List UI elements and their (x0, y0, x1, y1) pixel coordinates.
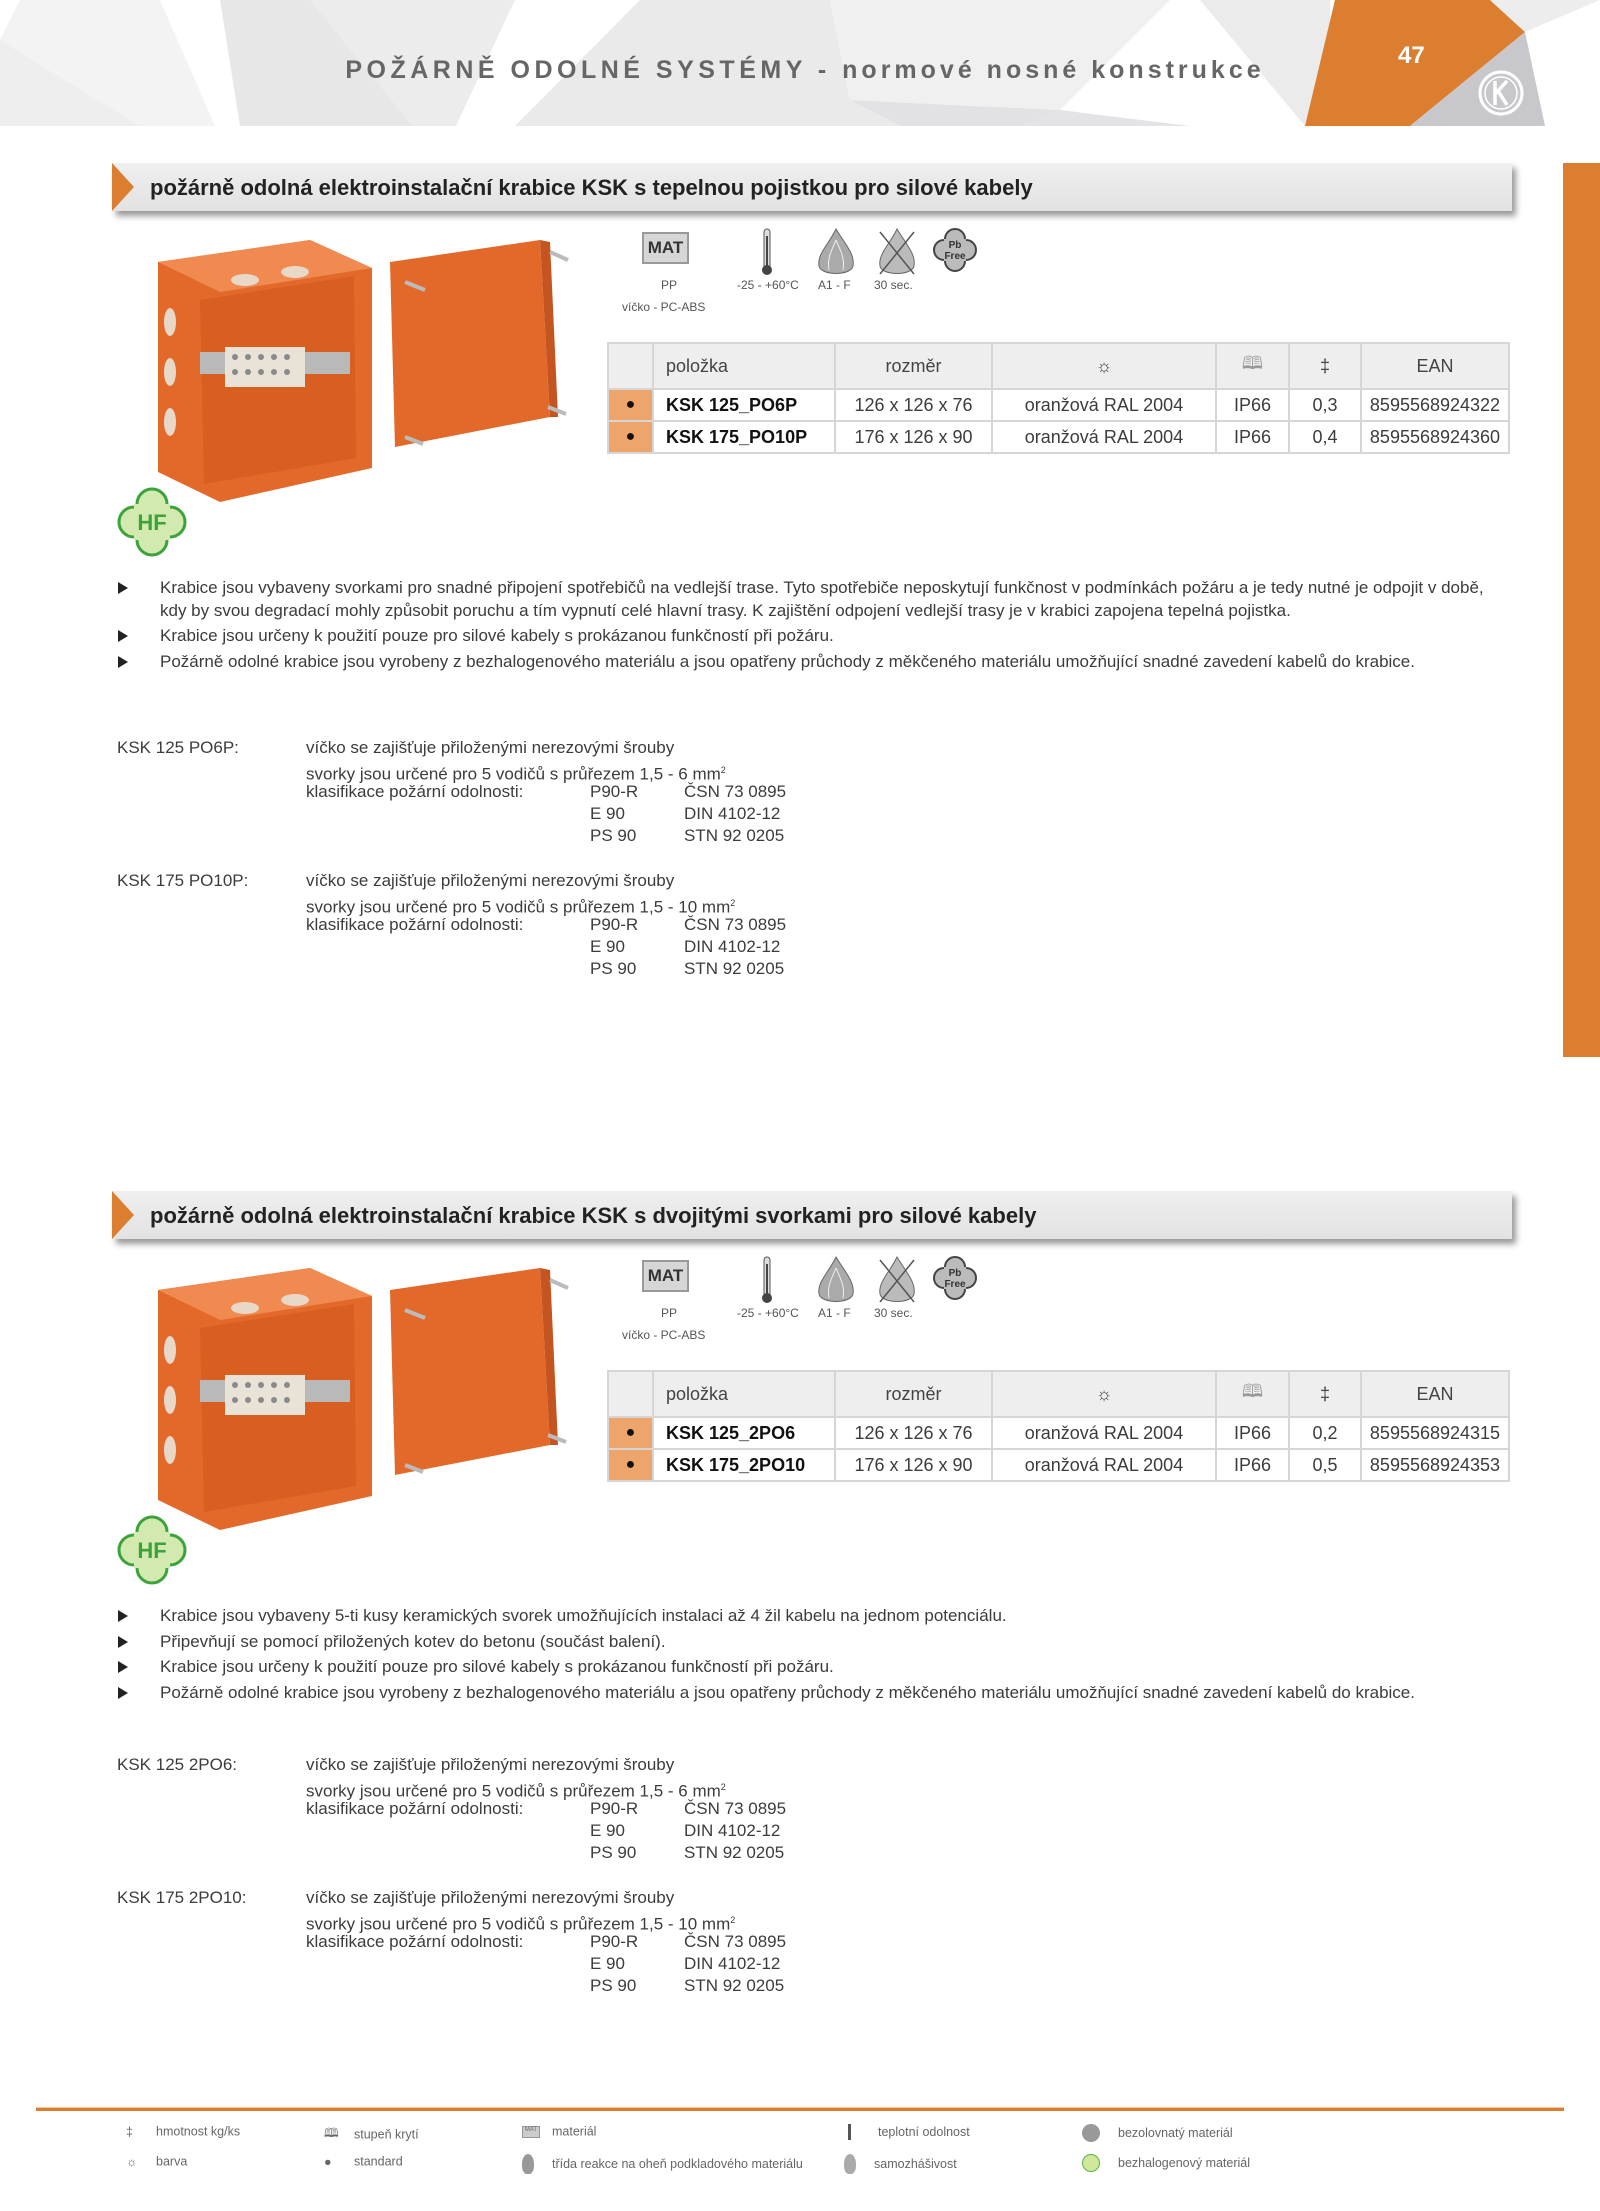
classification-row (117, 1820, 917, 1842)
spec-block (117, 737, 917, 847)
svg-text:Free: Free (944, 1279, 966, 1290)
self-ext-label: 30 sec. (874, 278, 913, 292)
weight-icon: ‡ (1289, 1371, 1361, 1417)
list-item-text: Krabice jsou určeny k použití pouze pro silové kabely s prokázanou funkčností při požáru. (160, 626, 834, 645)
cell-item: KSK 125_2PO6 (653, 1417, 835, 1449)
mat-icon: MAT (522, 2126, 540, 2138)
legend-ip (324, 2124, 419, 2145)
class-code: P90-R (590, 782, 639, 801)
legend-temperature (848, 2124, 970, 2140)
sun-icon: ☼ (126, 2154, 138, 2169)
class-standard: DIN 4102-12 (684, 1954, 781, 1973)
self-extinguishing-icon (876, 228, 918, 278)
header-ean: EAN (1361, 1371, 1509, 1417)
legend-label: teplotní odolnost (878, 2125, 970, 2139)
classification-row (117, 1842, 917, 1864)
class-label: klasifikace požární odolnosti: (306, 1932, 524, 1951)
spec-label: KSK 175 PO10P: (117, 871, 249, 890)
spec-terminals-text: svorky jsou určené pro 5 vodičů s průřezem 1,5 - 6 mm (306, 764, 721, 784)
table-header (608, 1371, 1509, 1417)
spec-terminals-text: svorky jsou určené pro 5 vodičů s průřezem 1,5 - 6 mm (306, 1781, 721, 1801)
list-item-text: Krabice jsou určeny k použití pouze pro silové kabely s prokázanou funkčností při požáru. (160, 1657, 834, 1676)
classification-row (117, 781, 917, 803)
pb-free-icon (933, 228, 977, 272)
list-item (118, 1656, 1498, 1679)
svg-text:Pb: Pb (948, 1268, 962, 1279)
dot-icon: ● (324, 2154, 332, 2169)
legend-self-ext (844, 2154, 957, 2174)
bullet-arrow-icon (118, 1661, 128, 1673)
banner-arrow-icon (112, 163, 134, 211)
legend-label: standard (354, 2154, 403, 2169)
hf-badge-icon (116, 486, 188, 558)
header-size: rozměr (835, 343, 992, 389)
class-code: E 90 (590, 937, 625, 956)
legend-color (126, 2154, 187, 2169)
pb-free-icon (933, 1256, 977, 1300)
cell-ip: IP66 (1216, 421, 1289, 453)
class-standard: ČSN 73 0895 (684, 1799, 787, 1818)
class-code: PS 90 (590, 826, 637, 845)
class-label: klasifikace požární odolnosti: (306, 782, 524, 801)
banner-arrow-icon (112, 1191, 134, 1239)
svg-text:Pb: Pb (948, 240, 962, 251)
cell-item: KSK 125_PO6P (653, 389, 835, 421)
legend-standard (324, 2154, 403, 2169)
class-standard: STN 92 0205 (684, 959, 785, 978)
legend-label: samozhášivost (874, 2157, 957, 2171)
spec-terminals-text: svorky jsou určené pro 5 vodičů s průřezem 1,5 - 10 mm (306, 897, 731, 917)
flame-icon (815, 1256, 857, 1306)
brand-logo-icon (1476, 68, 1526, 118)
product-table (607, 1370, 1510, 1482)
superscript: 2 (720, 765, 726, 775)
legend-pb-free (1082, 2124, 1233, 2142)
page-title (300, 56, 1310, 85)
title-main: POŽÁRNĚ ODOLNÉ SYSTÉMY (345, 56, 807, 84)
class-standard: ČSN 73 0895 (684, 915, 787, 934)
class-code: PS 90 (590, 959, 637, 978)
class-standard: STN 92 0205 (684, 826, 785, 845)
cell-size: 126 x 126 x 76 (835, 389, 992, 421)
title-separator: - (806, 56, 843, 84)
legend-label: barva (156, 2154, 188, 2169)
product-image (140, 1250, 590, 1540)
bullet-arrow-icon (118, 1610, 128, 1622)
header-item: položka (653, 343, 835, 389)
header-ean: EAN (1361, 343, 1509, 389)
list-item-text: Krabice jsou vybaveny 5-ti kusy keramických svorek umožňujících instalaci až 4 žil kabelu na jednom potenciálu. (160, 1606, 1007, 1625)
class-label: klasifikace požární odolnosti: (306, 915, 524, 934)
standard-dot-icon: ● (608, 421, 653, 453)
page-number: 47 (1398, 42, 1425, 69)
section-banner (112, 1191, 1512, 1239)
classification-row (117, 936, 917, 958)
mat-icon: MAT (642, 232, 689, 264)
legend-label: materiál (552, 2124, 597, 2139)
thermometer-icon (760, 1256, 774, 1304)
svg-text:Free: Free (944, 251, 966, 262)
hf-label: HF (137, 1538, 167, 1563)
table-row (608, 1449, 1509, 1481)
class-code: PS 90 (590, 1843, 637, 1862)
spec-lid: víčko se zajišťuje přiloženými nerezovými šrouby (306, 738, 675, 757)
legend-fire-class (522, 2154, 803, 2174)
legend-weight (126, 2124, 240, 2139)
bullet-arrow-icon (118, 1636, 128, 1648)
bullet-arrow-icon (118, 656, 128, 668)
cell-color: oranžová RAL 2004 (992, 1449, 1216, 1481)
classification-row (117, 1798, 917, 1820)
header-marker (608, 1371, 653, 1417)
table-row (608, 421, 1509, 453)
header-item: položka (653, 1371, 835, 1417)
thermometer-icon (760, 228, 774, 276)
cell-ean: 8595568924353 (1361, 1449, 1509, 1481)
crossed-flame-icon (844, 2154, 856, 2174)
material-label: PP (661, 278, 678, 292)
classification-row (117, 803, 917, 825)
spec-label: KSK 175 2PO10: (117, 1888, 247, 1907)
fire-class-label: A1 - F (818, 1306, 851, 1320)
superscript: 2 (730, 1915, 736, 1925)
list-item (118, 1631, 1498, 1654)
header-marker (608, 343, 653, 389)
legend-label: třída reakce na oheň podkladového materiálu (552, 2157, 803, 2171)
book-icon: 🕮 (324, 2126, 339, 2140)
flame-icon (522, 2154, 534, 2174)
sun-icon: ☼ (992, 343, 1216, 389)
feature-list (118, 577, 1498, 676)
table-row (608, 389, 1509, 421)
cell-size: 176 x 126 x 90 (835, 1449, 992, 1481)
class-code: PS 90 (590, 1976, 637, 1995)
list-item (118, 625, 1498, 648)
class-standard: DIN 4102-12 (684, 937, 781, 956)
title-sub: normové nosné konstrukce (842, 56, 1265, 84)
material-label: PP (661, 1306, 678, 1320)
cell-color: oranžová RAL 2004 (992, 421, 1216, 453)
weight-icon: ‡ (126, 2124, 133, 2139)
cell-weight: 0,3 (1289, 389, 1361, 421)
table-header (608, 343, 1509, 389)
list-item-text: Požárně odolné krabice jsou vyrobeny z bezhalogenového materiálu a jsou opatřeny průchody z měkčeného materiálu umožňující snadné zavedení kabelů do krabice. (160, 651, 1415, 671)
cell-ip: IP66 (1216, 1417, 1289, 1449)
legend-label: stupeň krytí (354, 2127, 419, 2142)
bullet-arrow-icon (118, 582, 128, 594)
bullet-arrow-icon (118, 1687, 128, 1699)
cell-item: KSK 175_PO10P (653, 421, 835, 453)
class-standard: STN 92 0205 (684, 1843, 785, 1862)
cell-color: oranžová RAL 2004 (992, 389, 1216, 421)
cell-ip: IP66 (1216, 1449, 1289, 1481)
self-extinguishing-icon (876, 1256, 918, 1306)
temperature-label: -25 - +60°C (737, 278, 799, 292)
class-code: P90-R (590, 1799, 639, 1818)
lid-material-label: víčko - PC-ABS (622, 1328, 706, 1342)
fire-class-label: A1 - F (818, 278, 851, 292)
product-table (607, 342, 1510, 454)
class-code: E 90 (590, 1821, 625, 1840)
hf-badge-icon (116, 1514, 188, 1586)
spec-block (117, 1754, 917, 1864)
product-image (140, 222, 590, 512)
list-item-text: Krabice jsou vybaveny svorkami pro snadné připojení spotřebičů na vedlejší trase. Tyto spotřebiče neposkytují funkčnost v podmínkách požáru a je tedy nutné je odpojit v době, kdy by svou degradací mohly způsobit poruchu a tím vypnutí celé hlavní trasy. K zajištění odpojení vedlejší trasy je v krabici zapojena tepelná pojistka. (160, 578, 1484, 620)
class-label: klasifikace požární odolnosti: (306, 1799, 524, 1818)
list-item-text: Připevňují se pomocí přiložených kotev do betonu (součást balení). (160, 1631, 666, 1651)
legend-label: hmotnost kg/ks (156, 2124, 241, 2139)
classification-row (117, 1953, 917, 1975)
temperature-label: -25 - +60°C (737, 1306, 799, 1320)
cell-ean: 8595568924360 (1361, 421, 1509, 453)
class-code: P90-R (590, 915, 639, 934)
spec-lid: víčko se zajišťuje přiloženými nerezovými šrouby (306, 1888, 675, 1907)
sun-icon: ☼ (992, 1371, 1216, 1417)
cell-size: 176 x 126 x 90 (835, 421, 992, 453)
mat-icon: MAT (642, 1260, 689, 1292)
self-ext-label: 30 sec. (874, 1306, 913, 1320)
section-title: požárně odolná elektroinstalační krabice KSK s tepelnou pojistkou pro silové kabely (150, 175, 1033, 200)
hf-label: HF (137, 510, 167, 535)
spec-block (117, 870, 917, 980)
class-standard: ČSN 73 0895 (684, 782, 787, 801)
cell-item: KSK 175_2PO10 (653, 1449, 835, 1481)
standard-dot-icon: ● (608, 1449, 653, 1481)
standard-dot-icon: ● (608, 1417, 653, 1449)
cell-weight: 0,5 (1289, 1449, 1361, 1481)
legend-label: bezolovnatý materiál (1118, 2126, 1233, 2140)
spec-label: KSK 125 2PO6: (117, 1755, 238, 1774)
section-banner (112, 163, 1512, 211)
flame-icon (815, 228, 857, 278)
class-code: E 90 (590, 804, 625, 823)
legend-material (522, 2124, 596, 2139)
hf-icon (1082, 2154, 1100, 2172)
weight-icon: ‡ (1289, 343, 1361, 389)
class-standard: ČSN 73 0895 (684, 1932, 787, 1951)
class-code: P90-R (590, 1932, 639, 1951)
class-standard: DIN 4102-12 (684, 804, 781, 823)
list-item-text: Požárně odolné krabice jsou vyrobeny z bezhalogenového materiálu a jsou opatřeny průchody z měkčeného materiálu umožňující snadné zavedení kabelů do krabice. (160, 1682, 1415, 1702)
superscript: 2 (730, 898, 736, 908)
list-item (118, 1682, 1498, 1705)
header-size: rozměr (835, 1371, 992, 1417)
side-tab-bar (1563, 163, 1600, 1057)
classification-row (117, 1931, 917, 1953)
lid-material-label: víčko - PC-ABS (622, 300, 706, 314)
bullet-arrow-icon (118, 630, 128, 642)
class-standard: DIN 4102-12 (684, 1821, 781, 1840)
class-standard: STN 92 0205 (684, 1976, 785, 1995)
cell-ip: IP66 (1216, 389, 1289, 421)
class-code: E 90 (590, 1954, 625, 1973)
cell-ean: 8595568924322 (1361, 389, 1509, 421)
list-item (118, 577, 1498, 622)
cell-size: 126 x 126 x 76 (835, 1417, 992, 1449)
standard-dot-icon: ● (608, 389, 653, 421)
cell-weight: 0,4 (1289, 421, 1361, 453)
classification-row (117, 1975, 917, 1997)
classification-row (117, 914, 917, 936)
list-item (118, 651, 1498, 674)
thermometer-icon (848, 2124, 851, 2140)
pb-free-icon (1082, 2124, 1100, 2142)
spec-terminals-text: svorky jsou určené pro 5 vodičů s průřezem 1,5 - 10 mm (306, 1914, 731, 1934)
book-icon: 🕮 (1216, 343, 1289, 389)
table-row (608, 1417, 1509, 1449)
legend-label: bezhalogenový materiál (1118, 2156, 1251, 2170)
cell-color: oranžová RAL 2004 (992, 1417, 1216, 1449)
cell-ean: 8595568924315 (1361, 1417, 1509, 1449)
book-icon: 🕮 (1216, 1371, 1289, 1417)
list-item (118, 1605, 1498, 1628)
spec-label: KSK 125 PO6P: (117, 738, 239, 757)
feature-list (118, 1605, 1498, 1707)
spec-lid: víčko se zajišťuje přiloženými nerezovými šrouby (306, 871, 675, 890)
spec-lid: víčko se zajišťuje přiloženými nerezovými šrouby (306, 1755, 675, 1774)
classification-row (117, 958, 917, 980)
classification-row (117, 825, 917, 847)
superscript: 2 (720, 1782, 726, 1792)
legend-hf (1082, 2154, 1250, 2172)
section-title: požárně odolná elektroinstalační krabice KSK s dvojitými svorkami pro silové kabely (150, 1203, 1037, 1228)
spec-block (117, 1887, 917, 1997)
cell-weight: 0,2 (1289, 1417, 1361, 1449)
footer-divider (36, 2107, 1564, 2111)
